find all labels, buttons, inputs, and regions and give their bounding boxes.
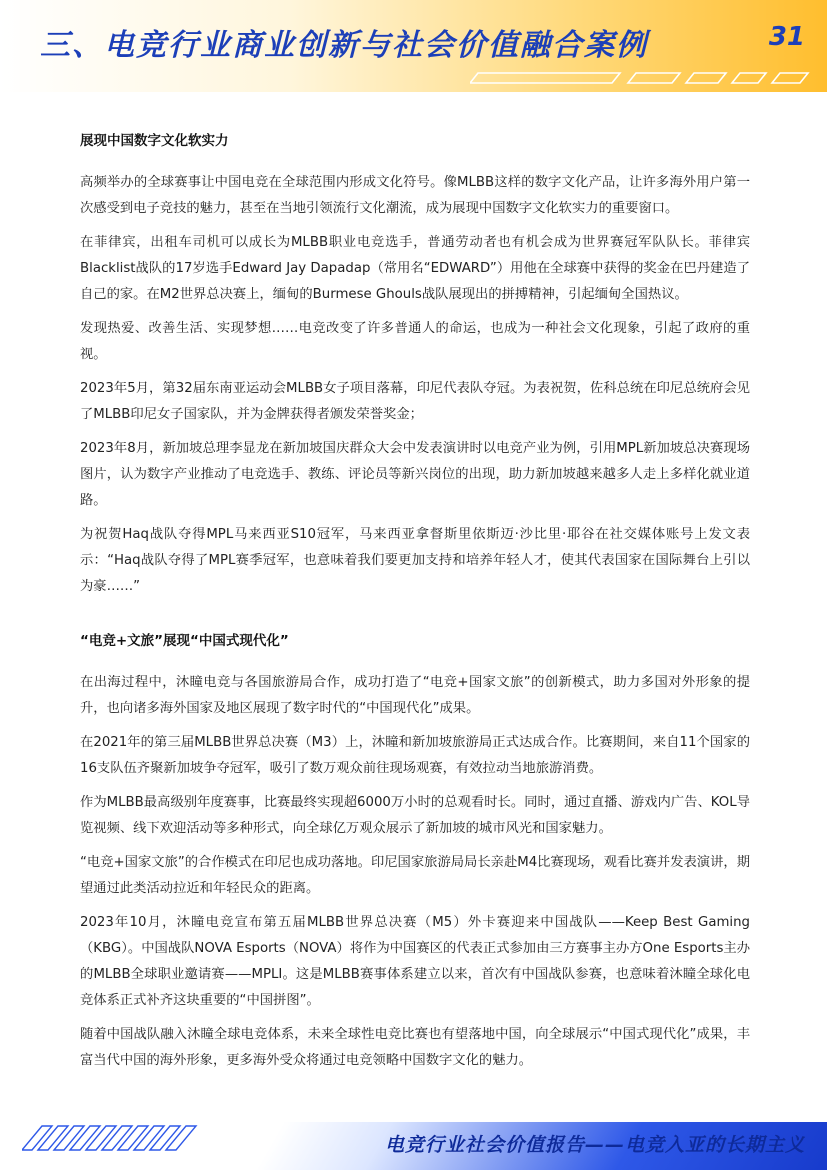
- footer-title: 电竞行业社会价值报告——电竞入亚的长期主义: [384, 1134, 805, 1156]
- footer-stripe-decoration: [22, 1124, 262, 1152]
- paragraph: 2023年5月，第32届东南亚运动会MLBB女子项目落幕，印尼代表队夺冠。为表祝贺，佐科总统在印尼总统府会见了MLBB印尼女子国家队，并为金牌获得者颁发荣誉奖金；: [80, 381, 750, 422]
- article-body: [80, 130, 750, 1082]
- chapter-title: 三、电竞行业商业创新与社会价值融合案例: [40, 28, 648, 63]
- header-stripe-decoration: [470, 72, 815, 84]
- paragraph: 发现热爱、改善生活、实现梦想……电竞改变了许多普通人的命运，也成为一种社会文化现象，引起了政府的重视。: [80, 321, 750, 362]
- paragraph: 在出海过程中，沐瞳电竞与各国旅游局合作，成功打造了“电竞+国家文旅”的创新模式，助力多国对外形象的提升，也向诸多海外国家及地区展现了数字时代的“中国现代化”成果。: [80, 675, 750, 716]
- paragraph: 在菲律宾，出租车司机可以成长为MLBB职业电竞选手，普通劳动者也有机会成为世界赛冠军队队长。菲律宾Blacklist战队的17岁选手Edward Jay Dapadap（常用名“EDWARD”）用他在全球赛中获得的奖金在巴丹建造了自己的家。在M2世界总决赛上，缅甸的Burmese Ghouls战队展现出的拼搏精神，引起缅甸全国热议。: [80, 235, 750, 302]
- section-heading: 展现中国数字文化软实力: [80, 133, 229, 149]
- paragraph: 为祝贺Haq战队夺得MPL马来西亚S10冠军，马来西亚拿督斯里依斯迈·沙比里·耶谷在社交媒体账号上发文表示：“Haq战队夺得了MPL赛季冠军，也意味着我们要更加支持和培养年轻人才，使其代表国家在国际舞台上引以为豪……”: [80, 527, 750, 594]
- paragraph: 2023年8月，新加坡总理李显龙在新加坡国庆群众大会中发表演讲时以电竞产业为例，引用MPL新加坡总决赛现场图片，认为数字产业推动了电竞选手、教练、评论员等新兴岗位的出现，助力新加坡越来越多人走上多样化就业道路。: [80, 441, 750, 508]
- page-header: [0, 0, 827, 92]
- section-heading: “电竞+文旅”展现“中国式现代化”: [80, 633, 289, 649]
- paragraph: 高频举办的全球赛事让中国电竞在全球范围内形成文化符号。像MLBB这样的数字文化产品，让许多海外用户第一次感受到电子竞技的魅力，甚至在当地引领流行文化潮流，成为展现中国数字文化软实力的重要窗口。: [80, 175, 750, 216]
- paragraph: 2023年10月，沐瞳电竞宣布第五届MLBB世界总决赛（M5）外卡赛迎来中国战队——Keep Best Gaming（KBG）。中国战队NOVA Esports（NOVA）将作为中国赛区的代表正式参加由三方赛事主办方One Esports主办的MLBB全球职业邀请赛——MPLI。这是MLBB赛事体系建立以来，首次有中国战队参赛，也意味着沐瞳全球化电竞体系正式补齐这块重要的“中国拼图”。: [80, 915, 750, 1008]
- page-number: 31: [768, 22, 805, 52]
- paragraph: 随着中国战队融入沐瞳全球电竞体系，未来全球性电竞比赛也有望落地中国，向全球展示“中国式现代化”成果，丰富当代中国的海外形象，更多海外受众将通过电竞领略中国数字文化的魅力。: [80, 1027, 750, 1068]
- page-footer: [0, 1112, 827, 1170]
- paragraph: “电竞+国家文旅”的合作模式在印尼也成功落地。印尼国家旅游局局长亲赴M4比赛现场，观看比赛并发表演讲，期望通过此类活动拉近和年轻民众的距离。: [80, 855, 750, 896]
- paragraph: 在2021年的第三届MLBB世界总决赛（M3）上，沐瞳和新加坡旅游局正式达成合作。比赛期间，来自11个国家的16支队伍齐聚新加坡争夺冠军，吸引了数万观众前往现场观赛，有效拉动当地旅游消费。: [80, 735, 750, 776]
- paragraph: 作为MLBB最高级别年度赛事，比赛最终实现超6000万小时的总观看时长。同时，通过直播、游戏内广告、KOL导览视频、线下欢迎活动等多种形式，向全球亿万观众展示了新加坡的城市风光和国家魅力。: [80, 795, 750, 836]
